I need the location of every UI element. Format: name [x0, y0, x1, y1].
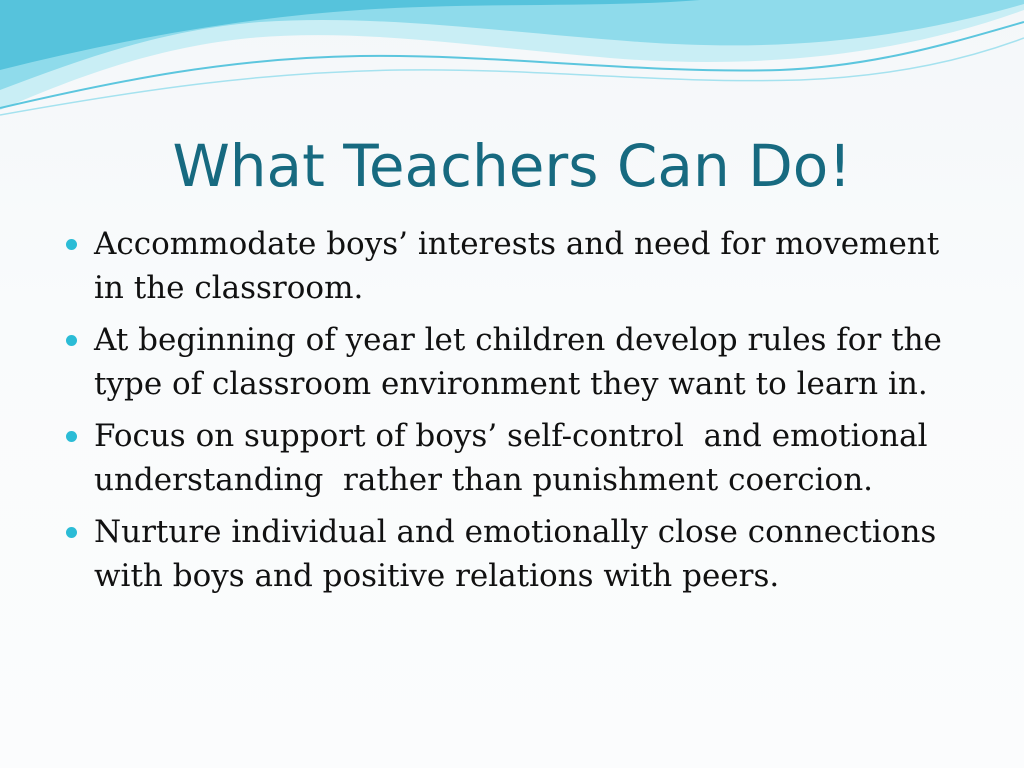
bullet-item [64, 414, 964, 502]
bullet-text: Accommodate boys’ interests and need for movement in the classroom. [94, 226, 940, 306]
bullet-list [64, 222, 964, 606]
bullet-item [64, 510, 964, 598]
bullet-marker-icon [66, 527, 77, 538]
bullet-item [64, 222, 964, 310]
bullet-marker-icon [66, 239, 77, 250]
bullet-item [64, 318, 964, 406]
bullet-text: Nurture individual and emotionally close connections with boys and positive relations with peers. [94, 514, 937, 594]
bullet-marker-icon [66, 335, 77, 346]
slide-title: What Teachers Can Do! [172, 132, 852, 200]
bullet-text: At beginning of year let children develop rules for the type of classroom environment they want to learn in. [94, 322, 942, 402]
bullet-text: Focus on support of boys’ self-control and emotional understanding rather than punishment coercion. [94, 418, 928, 498]
header-wave-decoration [0, 0, 1024, 130]
bullet-marker-icon [66, 431, 77, 442]
